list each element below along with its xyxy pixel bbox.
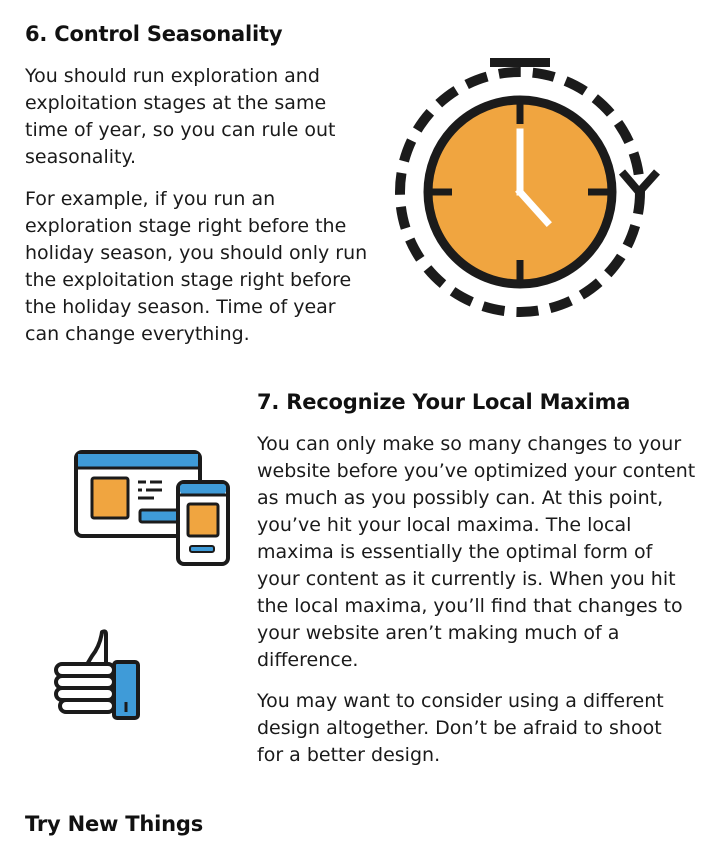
devices-icon <box>72 448 232 568</box>
section-7-paragraph-2: You may want to consider using a different design altogether. Don’t be afraid to shoot for a better design. <box>257 690 664 766</box>
section-8-heading: Try New Things <box>25 812 204 836</box>
thumbs-up-icon <box>48 626 148 726</box>
section-7-paragraph-1: You can only make so many changes to your website before you’ve optimized your content as much as you possibly can. At this point, you’ve hit your local maxima. The local maxima is essentially the optimal form of your content as it currently is. When you hit the local maxima, you’ll find that changes to your website aren’t making much of a difference. <box>257 433 696 671</box>
clock-icon <box>385 52 665 322</box>
section-6-heading: 6. Control Seasonality <box>25 22 283 46</box>
section-7-heading: 7. Recognize Your Local Maxima <box>257 390 631 414</box>
section-6-paragraph-1: You should run exploration and exploitation stages at the same time of year, so you can rule out seasonality. <box>25 65 336 168</box>
section-6-paragraph-2: For example, if you run an exploration stage right before the holiday season, you should only run the exploitation stage right before the holiday season. Time of year can change everything. <box>25 188 368 345</box>
